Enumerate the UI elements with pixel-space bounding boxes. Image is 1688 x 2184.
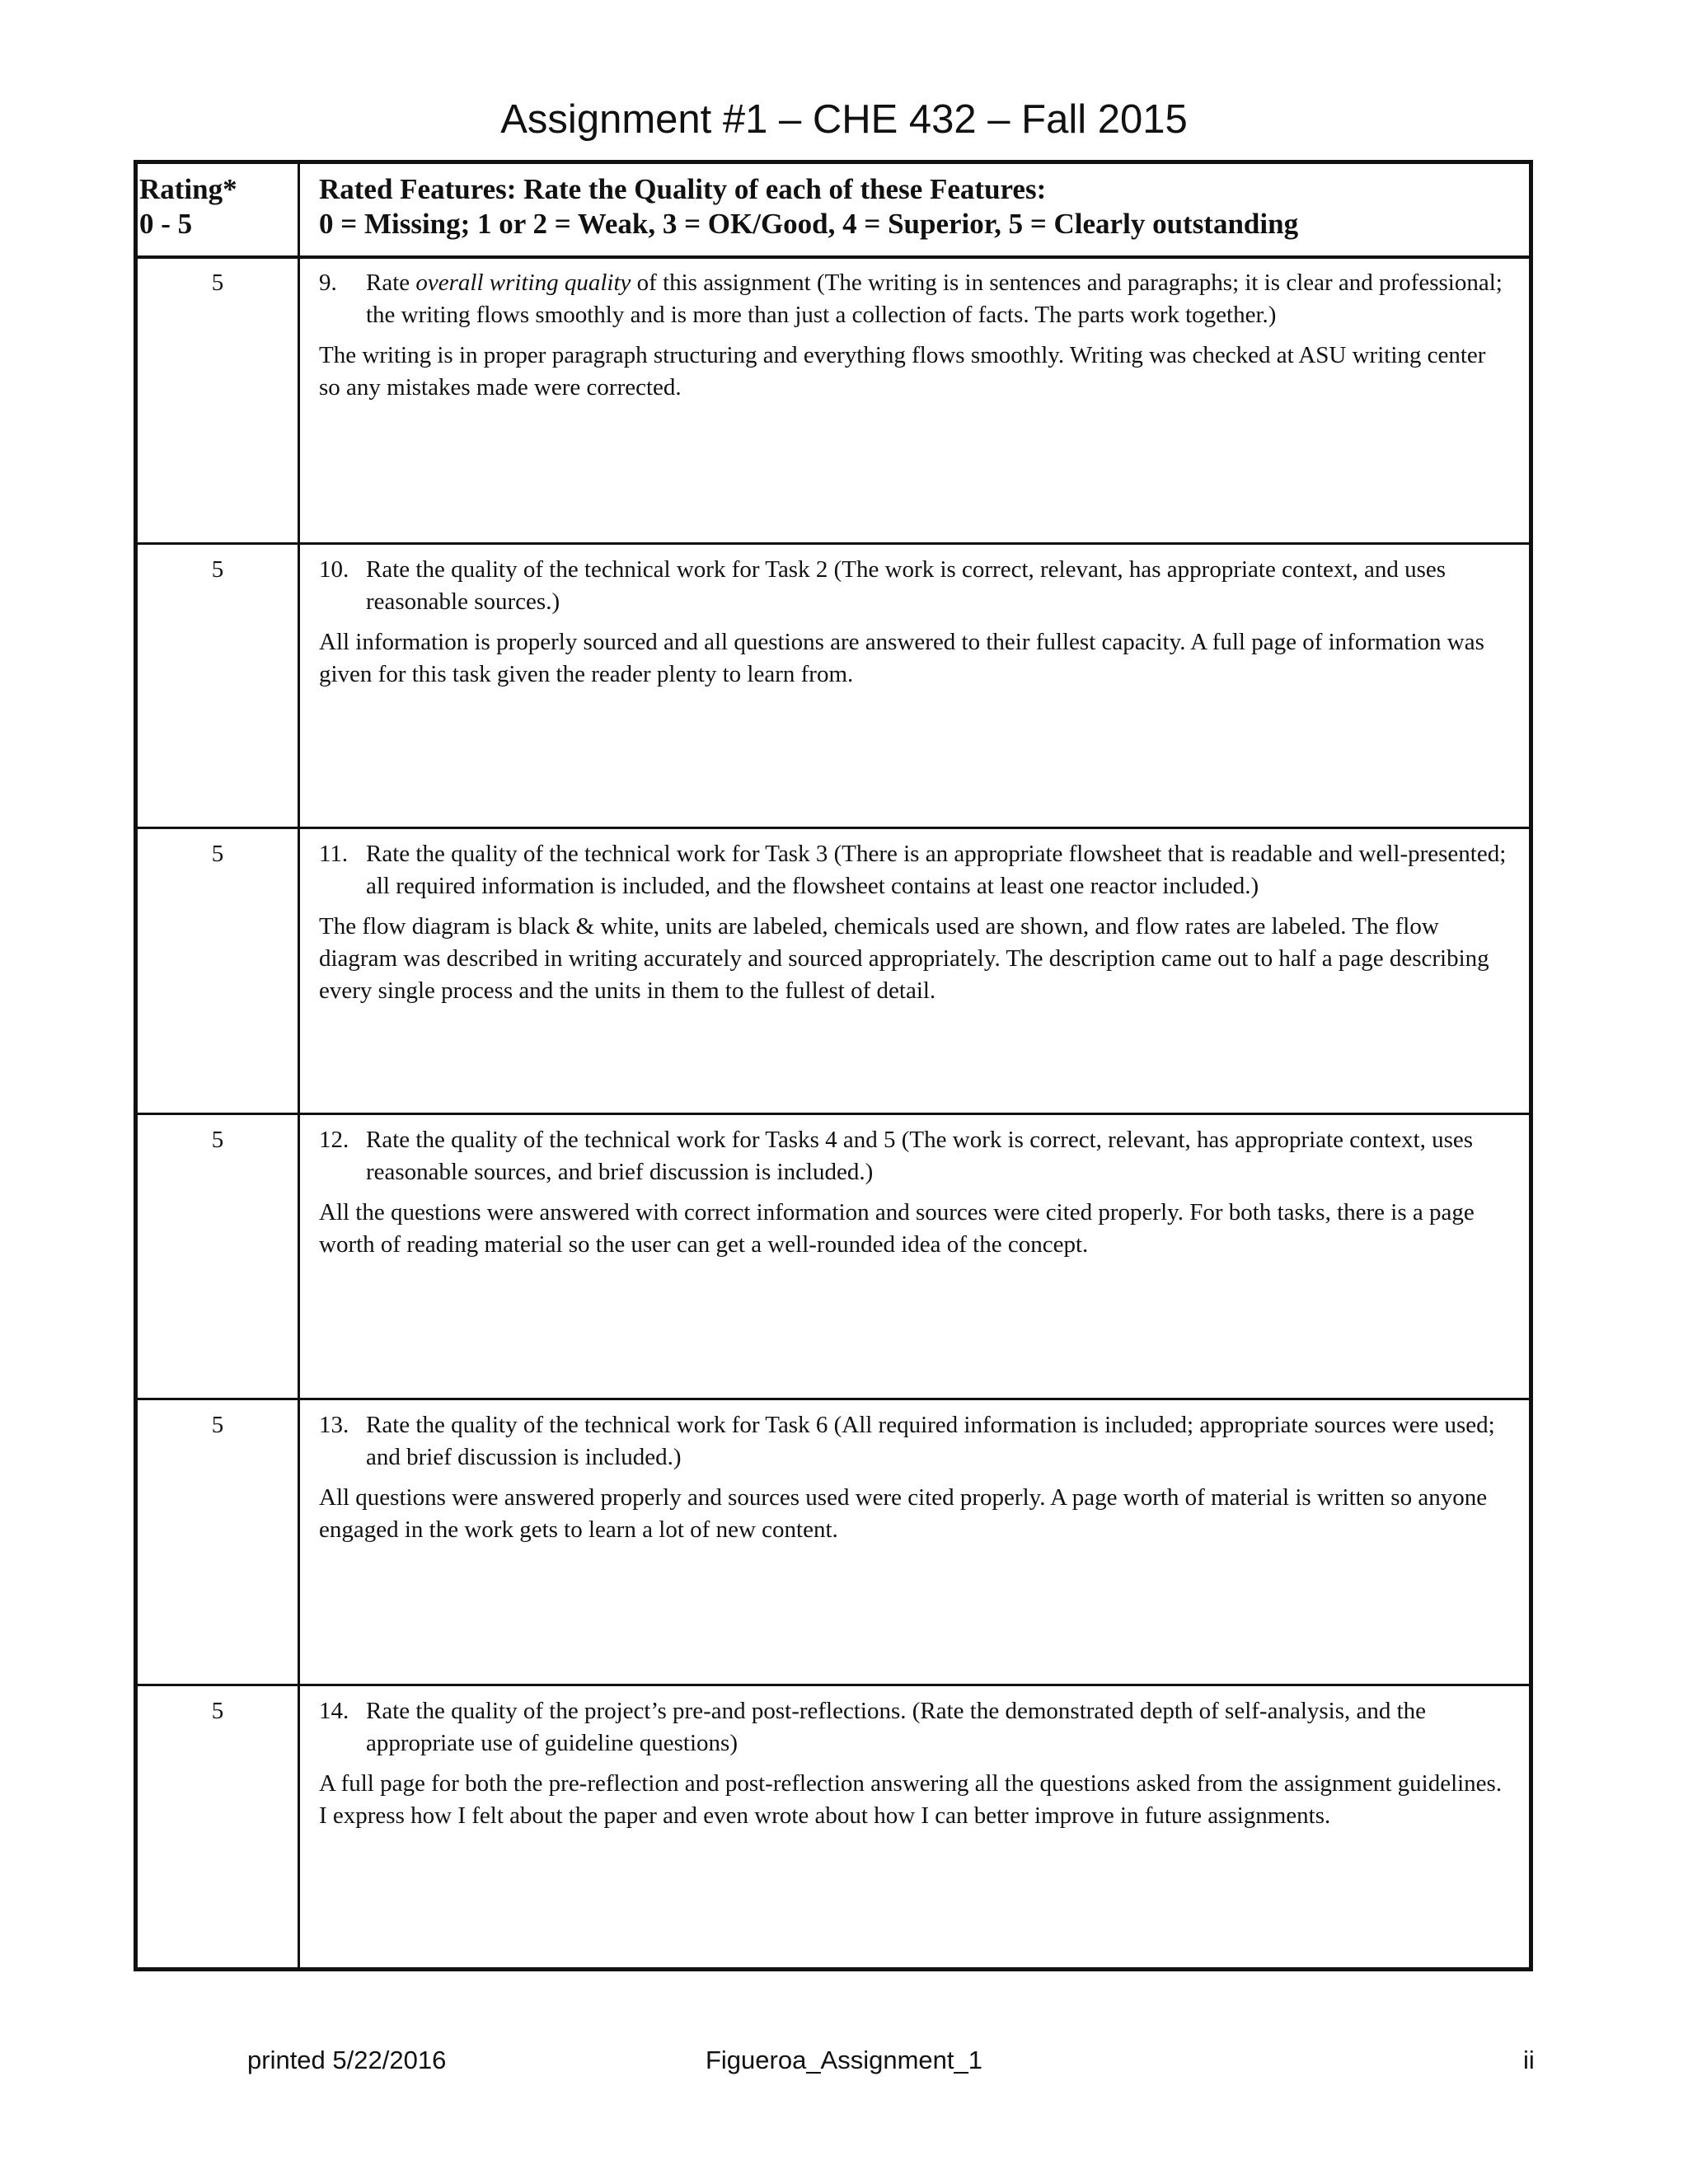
criterion-number: 10. [319,556,349,583]
response-text: All the questions were answered with correct information and sources were cited properly. For both tasks, there is a page worth of reading material so the user can get a well-rounded idea of the concept. [319,1199,1475,1258]
footer-print-date: printed 5/22/2016 [247,2046,447,2074]
features-column-header [319,172,1298,241]
criterion-number: 11. [319,841,349,867]
table-row [138,1398,1529,1686]
rating-value: 5 [211,269,224,296]
table-row [138,542,1529,829]
criterion-suffix: of this assignment (The writing is in sentences and paragraphs; it is clear and professional; the writing flows smoothly and is more than just a collection of facts. The parts work together.) [366,269,1503,328]
response-text: The writing is in proper paragraph structuring and everything flows smoothly. Writing was checked at ASU writing center so any mistakes made were corrected. [319,342,1486,401]
criterion-prefix: Rate [366,269,416,296]
response-text: A full page for both the pre-reflection and post-reflection answering all the questions asked from the assignment guidelines. I express how I felt about the paper and even wrote about how I can better improve in future assignments. [319,1770,1503,1829]
criterion-body: Rate the quality of the technical work for Task 2 (The work is correct, relevant, has appropriate context, and uses reasonable sources.) [366,556,1447,615]
rating-value: 5 [211,1698,224,1724]
footer-page-number: ii [1523,2046,1535,2074]
criterion-number: 9. [319,269,337,296]
rubric-table [134,160,1533,1971]
criterion-text [319,1695,1512,1760]
table-row [138,1684,1529,1967]
rating-value: 5 [211,1127,224,1153]
criterion-text [319,838,1512,902]
footer-filename: Figueroa_Assignment_1 [705,2046,983,2074]
criterion-emphasis: overall writing quality [415,269,631,296]
criterion-body: Rate the quality of the technical work for Task 6 (All required information is included; appropriate sources were used; and brief discussion is included.) [366,1412,1495,1470]
table-row [138,827,1529,1115]
rating-value: 5 [211,556,224,583]
rating-column-header [139,172,237,241]
response-text: The flow diagram is black & white, units are labeled, chemicals used are shown, and flow rates are labeled. The flow diagram was described in writing accurately and sourced appropriately. The description came out to half a page describing every single process and the units in them to the fullest of detail. [319,913,1489,1004]
criterion-text [319,554,1512,618]
feature-cell [319,554,1512,691]
response-text: All information is properly sourced and all questions are answered to their fullest capacity. A full page of information was given for this task given the reader plenty to learn from. [319,629,1484,687]
criterion-text [319,1409,1512,1474]
criterion-number: 13. [319,1412,349,1438]
response-text: All questions were answered properly and sources used were cited properly. A page worth of material is written so anyone engaged in the work gets to learn a lot of new content. [319,1484,1488,1543]
table-row [138,1113,1529,1400]
criterion-text [319,267,1512,331]
rating-value: 5 [211,841,224,867]
table-row [138,255,1529,545]
features-header-label: Rated Features: Rate the Quality of each of these Features: [319,173,1047,205]
criterion-number: 14. [319,1698,349,1724]
page-title: Assignment #1 – CHE 432 – Fall 2015 [500,97,1188,142]
criterion-body: Rate the quality of the project’s pre-and post-reflections. (Rate the demonstrated depth of self-analysis, and the appropriate use of guideline questions) [366,1698,1427,1756]
rating-header-scale: 0 - 5 [139,208,193,240]
criterion-body: Rate the quality of the technical work for Task 3 (There is an appropriate flowsheet that is readable and well-presented; all required information is included, and the flowsheet contains at least one reactor included.) [366,841,1507,899]
rating-header-label: Rating* [139,173,237,205]
features-header-scale: 0 = Missing; 1 or 2 = Weak, 3 = OK/Good, 4 = Superior, 5 = Clearly outstanding [319,208,1299,240]
table-header [138,164,1529,259]
feature-cell [319,838,1512,1007]
feature-cell [319,1409,1512,1546]
feature-cell [319,1695,1512,1832]
criterion-number: 12. [319,1127,349,1153]
rating-value: 5 [211,1412,224,1438]
criterion-body: Rate the quality of the technical work for Tasks 4 and 5 (The work is correct, relevant, has appropriate context, uses reasonable sources, and brief discussion is included.) [366,1127,1474,1185]
criterion-text [319,1124,1512,1188]
feature-cell [319,1124,1512,1261]
feature-cell [319,267,1512,404]
